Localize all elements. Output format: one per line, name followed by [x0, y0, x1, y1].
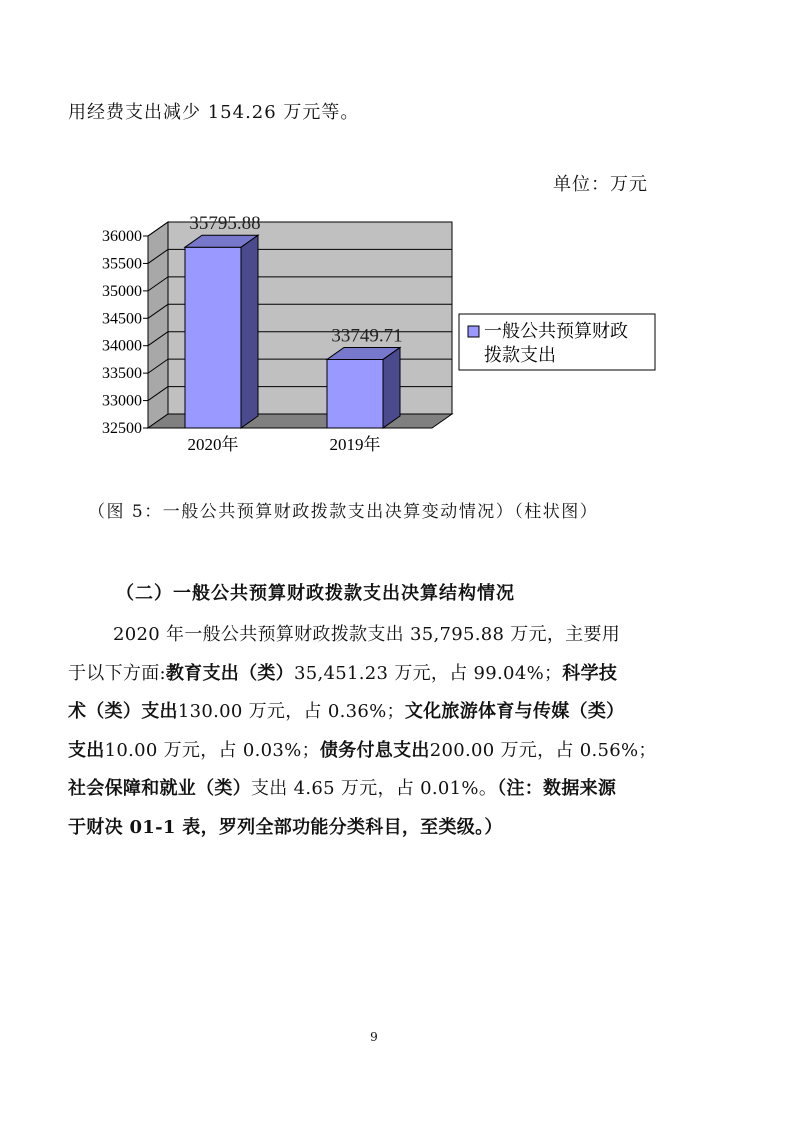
y-tick-label: 33500: [102, 365, 142, 383]
y-tick-label: 34500: [102, 310, 142, 328]
y-tick-label: 34000: [102, 337, 142, 355]
bar-side: [383, 347, 400, 428]
y-tick-label: 33000: [102, 392, 142, 410]
paragraph-line-1: 2020 年一般公共预算财政拨款支出 35,795.88 万元，主要用: [113, 624, 621, 645]
data-label: 35795.88: [189, 213, 261, 235]
plot-side-wall: [148, 222, 168, 428]
y-tick-label: 36000: [102, 228, 142, 245]
paragraph-line-5: 社会保障和就业（类）支出 4.65 万元，占 0.01%。（注：数据来源: [68, 778, 617, 799]
intro-line: 用经费支出减少 154.26 万元等。: [68, 102, 360, 123]
legend-swatch: [468, 326, 479, 337]
section-heading: （二）一般公共预算财政拨款支出决算结构情况: [116, 583, 515, 604]
bar-chart: [0, 0, 793, 470]
body-paragraph: [68, 616, 678, 847]
x-tick-label: 2020年: [187, 435, 239, 454]
legend: [459, 314, 655, 370]
unit-label: 单位：万元: [553, 174, 648, 195]
legend-label: 一般公共预算财政: [484, 321, 628, 341]
legend-label: 拨款支出: [484, 345, 556, 365]
paragraph-line-3: 术（类）支出130.00 万元，占 0.36%；文化旅游体育与传媒（类）: [68, 701, 625, 722]
bar-front: [327, 359, 383, 428]
figure-caption: （图 5：一般公共预算财政拨款支出决算变动情况）（柱状图）: [88, 502, 599, 522]
paragraph-line-6: 于财决 01-1 表，罗列全部功能分类科目，至类级。）: [68, 816, 503, 838]
data-label: 33749.71: [331, 325, 403, 347]
y-tick-label: 35000: [102, 282, 142, 300]
bar-side: [241, 235, 258, 428]
bar-front: [185, 247, 241, 428]
y-tick-label: 32500: [102, 420, 142, 437]
y-tick-label: 35500: [102, 255, 142, 273]
paragraph-line-4: 支出10.00 万元，占 0.03%；债务付息支出200.00 万元，占 0.56%；: [68, 739, 657, 761]
page-number: 9: [370, 1030, 378, 1044]
x-tick-label: 2019年: [329, 435, 381, 454]
paragraph-line-2: 于以下方面:教育支出（类）35,451.23 万元，占 99.04%；科学技: [68, 662, 618, 684]
